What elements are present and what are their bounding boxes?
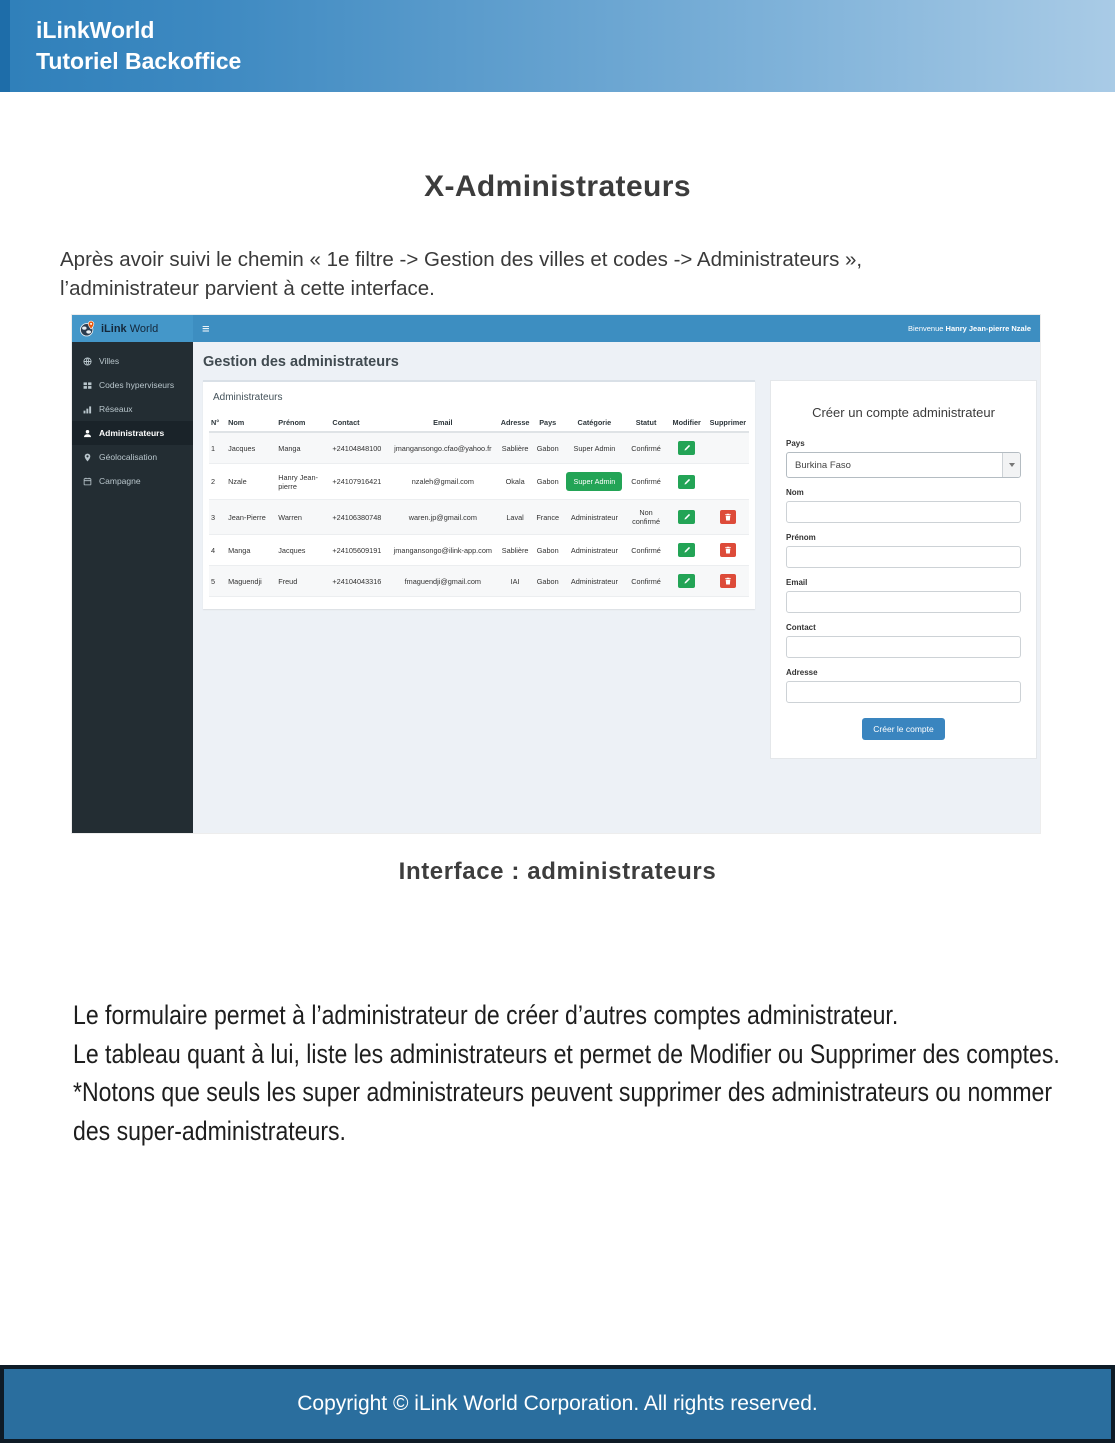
cell-statut: Non confirmé — [625, 500, 666, 535]
page-heading: Gestion des administrateurs — [203, 354, 399, 370]
sidebar-item-label: Réseaux — [99, 404, 133, 414]
trash-icon — [724, 513, 732, 521]
panel-title: Administrateurs — [213, 392, 283, 403]
table-row — [209, 500, 749, 535]
super-admin-badge-button[interactable]: Super Admin — [566, 472, 622, 491]
globe-pin-logo-icon — [79, 320, 96, 337]
table-row — [209, 566, 749, 597]
body-line: *Notons que seuls les super administrateurs peuvent supprimer des administrateurs ou nommer — [73, 1077, 1053, 1107]
document-footer — [0, 1365, 1115, 1443]
cell-prenom: Warren — [276, 500, 330, 535]
sidebar-item-label: Campagne — [99, 476, 141, 486]
cell-categorie: Administrateur — [563, 535, 625, 566]
sidebar-item-campagne[interactable] — [72, 469, 193, 493]
delete-button[interactable] — [720, 510, 736, 524]
body-line: Le tableau quant à lui, liste les administrateurs et permet de Modifier ou Supprimer des comptes. — [73, 1038, 1060, 1069]
delete-button[interactable] — [720, 574, 736, 588]
backoffice-screenshot — [72, 315, 1040, 833]
app-brand: iLink World — [101, 322, 159, 335]
cell-num: 3 — [209, 500, 226, 535]
sidebar-item-label: Villes — [99, 356, 120, 366]
sidebar-item-label: Géolocalisation — [99, 452, 158, 462]
prenom-label: Prénom — [786, 533, 816, 542]
hamburger-icon[interactable]: ≡ — [202, 321, 210, 336]
cell-adresse: Okala — [498, 464, 532, 500]
cell-prenom: Jacques — [276, 535, 330, 566]
app-navbar-bar — [193, 315, 1040, 342]
sidebar-item-geolocalisation[interactable] — [72, 445, 193, 469]
cell-adresse: Sablière — [498, 535, 532, 566]
col-nom: Nom — [226, 414, 276, 432]
cell-pays: Gabon — [532, 464, 563, 500]
cell-pays: France — [532, 500, 563, 535]
copyright-text: Copyright © iLink World Corporation. All rights reserved. — [297, 1392, 818, 1415]
cell-nom: Jacques — [226, 432, 276, 464]
app-logo[interactable] — [72, 315, 193, 342]
cell-nom: Jean-Pierre — [226, 500, 276, 535]
cell-categorie: Administrateur — [563, 566, 625, 597]
col-adresse: Adresse — [498, 414, 532, 432]
cell-categorie: Super Admin — [563, 432, 625, 464]
col-supprimer: Supprimer — [707, 414, 749, 432]
cell-email: jmangansongo.cfao@yahoo.fr — [388, 432, 498, 464]
col-statut: Statut — [625, 414, 666, 432]
grid-icon — [83, 381, 92, 390]
app-sidebar — [72, 342, 193, 833]
cell-adresse: IAI — [498, 566, 532, 597]
cell-adresse: Sablière — [498, 432, 532, 464]
pays-selected-value: Burkina Faso — [795, 459, 851, 471]
edit-button[interactable] — [678, 441, 695, 455]
delete-button[interactable] — [720, 543, 736, 557]
body-line: des super-administrateurs. — [73, 1115, 346, 1146]
cell-contact: +24106380748 — [330, 500, 387, 535]
document-subtitle: Tutoriel Backoffice — [36, 48, 242, 74]
pays-label: Pays — [786, 439, 805, 448]
trash-icon — [724, 577, 732, 585]
cell-num: 5 — [209, 566, 226, 597]
pays-select[interactable] — [786, 452, 1021, 478]
administrators-panel — [203, 380, 755, 609]
sidebar-item-label: Administrateurs — [99, 428, 165, 438]
nom-field[interactable] — [786, 501, 1021, 523]
cell-statut: Confirmé — [625, 566, 666, 597]
pencil-icon — [683, 478, 691, 486]
calendar-icon — [83, 477, 92, 486]
intro-line: l’administrateur parvient à cette interface. — [60, 277, 435, 300]
administrators-table — [209, 414, 749, 597]
cell-email: nzaleh@gmail.com — [388, 464, 498, 500]
cell-prenom: Freud — [276, 566, 330, 597]
col-num: N° — [209, 414, 226, 432]
intro-paragraph — [60, 245, 862, 303]
cell-email: fmaguendji@gmail.com — [388, 566, 498, 597]
col-contact: Contact — [330, 414, 387, 432]
pencil-icon — [683, 513, 691, 521]
cell-statut: Confirmé — [625, 432, 666, 464]
cell-pays: Gabon — [532, 535, 563, 566]
edit-button[interactable] — [678, 543, 695, 557]
table-row — [209, 535, 749, 566]
document-header — [0, 0, 1115, 92]
cell-num: 2 — [209, 464, 226, 500]
page-title: X-Administrateurs — [424, 170, 691, 203]
body-line: Le formulaire permet à l’administrateur de créer d’autres comptes administrateur. — [73, 1000, 899, 1030]
table-row — [209, 432, 749, 464]
sidebar-item-administrateurs[interactable] — [72, 421, 193, 445]
sidebar-item-villes[interactable] — [72, 349, 193, 373]
sidebar-item-reseaux[interactable] — [72, 397, 193, 421]
cell-prenom: Manga — [276, 432, 330, 464]
trash-icon — [724, 546, 732, 554]
user-icon — [83, 429, 92, 438]
globe-icon — [83, 357, 92, 366]
intro-line: Après avoir suivi le chemin « 1e filtre -> Gestion des villes et codes -> Administrateurs », — [60, 248, 863, 271]
cell-pays: Gabon — [532, 566, 563, 597]
cell-email: jmangansongo@ilink-app.com — [388, 535, 498, 566]
cell-statut: Confirmé — [625, 535, 666, 566]
pencil-icon — [683, 444, 691, 452]
pencil-icon — [683, 546, 691, 554]
cell-num: 1 — [209, 432, 226, 464]
body-paragraph — [73, 996, 1060, 1150]
cell-email: waren.jp@gmail.com — [388, 500, 498, 535]
cell-statut: Confirmé — [625, 464, 666, 500]
sidebar-item-codes-hyperviseurs[interactable] — [72, 373, 193, 397]
table-row — [209, 464, 749, 500]
table-header-row — [209, 414, 749, 432]
create-admin-form — [770, 380, 1037, 759]
col-modifier: Modifier — [667, 414, 707, 432]
email-label: Email — [786, 578, 808, 587]
figure-caption: Interface : administrateurs — [398, 858, 717, 885]
email-field[interactable] — [786, 591, 1021, 613]
edit-button[interactable] — [678, 475, 695, 489]
cell-contact: +24107916421 — [330, 464, 387, 500]
edit-button[interactable] — [678, 510, 695, 524]
cell-contact: +24104848100 — [330, 432, 387, 464]
pencil-icon — [683, 577, 691, 585]
prenom-field[interactable] — [786, 546, 1021, 568]
contact-field[interactable] — [786, 636, 1021, 658]
chevron-down-icon — [1002, 453, 1020, 477]
create-account-button[interactable]: Créer le compte — [862, 718, 944, 740]
cell-pays: Gabon — [532, 432, 563, 464]
sidebar-item-label: Codes hyperviseurs — [99, 380, 175, 390]
app-navbar — [72, 315, 1040, 342]
app-main — [193, 342, 1040, 833]
cell-prenom: Hanry Jean-pierre — [276, 464, 330, 500]
welcome-text: Bienvenue Hanry Jean-pierre Nzale — [908, 324, 1031, 333]
edit-button[interactable] — [678, 574, 695, 588]
cell-num: 4 — [209, 535, 226, 566]
contact-label: Contact — [786, 623, 816, 632]
signal-bars-icon — [83, 405, 92, 414]
cell-nom: Maguendji — [226, 566, 276, 597]
app-body — [72, 342, 1040, 833]
document-brand: iLinkWorld — [36, 17, 155, 43]
cell-contact: +24105609191 — [330, 535, 387, 566]
nom-label: Nom — [786, 488, 804, 497]
col-pays: Pays — [532, 414, 563, 432]
map-marker-icon — [83, 453, 92, 462]
cell-nom: Nzale — [226, 464, 276, 500]
adresse-label: Adresse — [786, 668, 818, 677]
cell-categorie: Administrateur — [563, 500, 625, 535]
col-prenom: Prénom — [276, 414, 330, 432]
col-email: Email — [388, 414, 498, 432]
cell-contact: +24104043316 — [330, 566, 387, 597]
cell-nom: Manga — [226, 535, 276, 566]
cell-adresse: Laval — [498, 500, 532, 535]
adresse-field[interactable] — [786, 681, 1021, 703]
col-categorie: Catégorie — [563, 414, 625, 432]
form-title: Créer un compte administrateur — [812, 405, 995, 420]
